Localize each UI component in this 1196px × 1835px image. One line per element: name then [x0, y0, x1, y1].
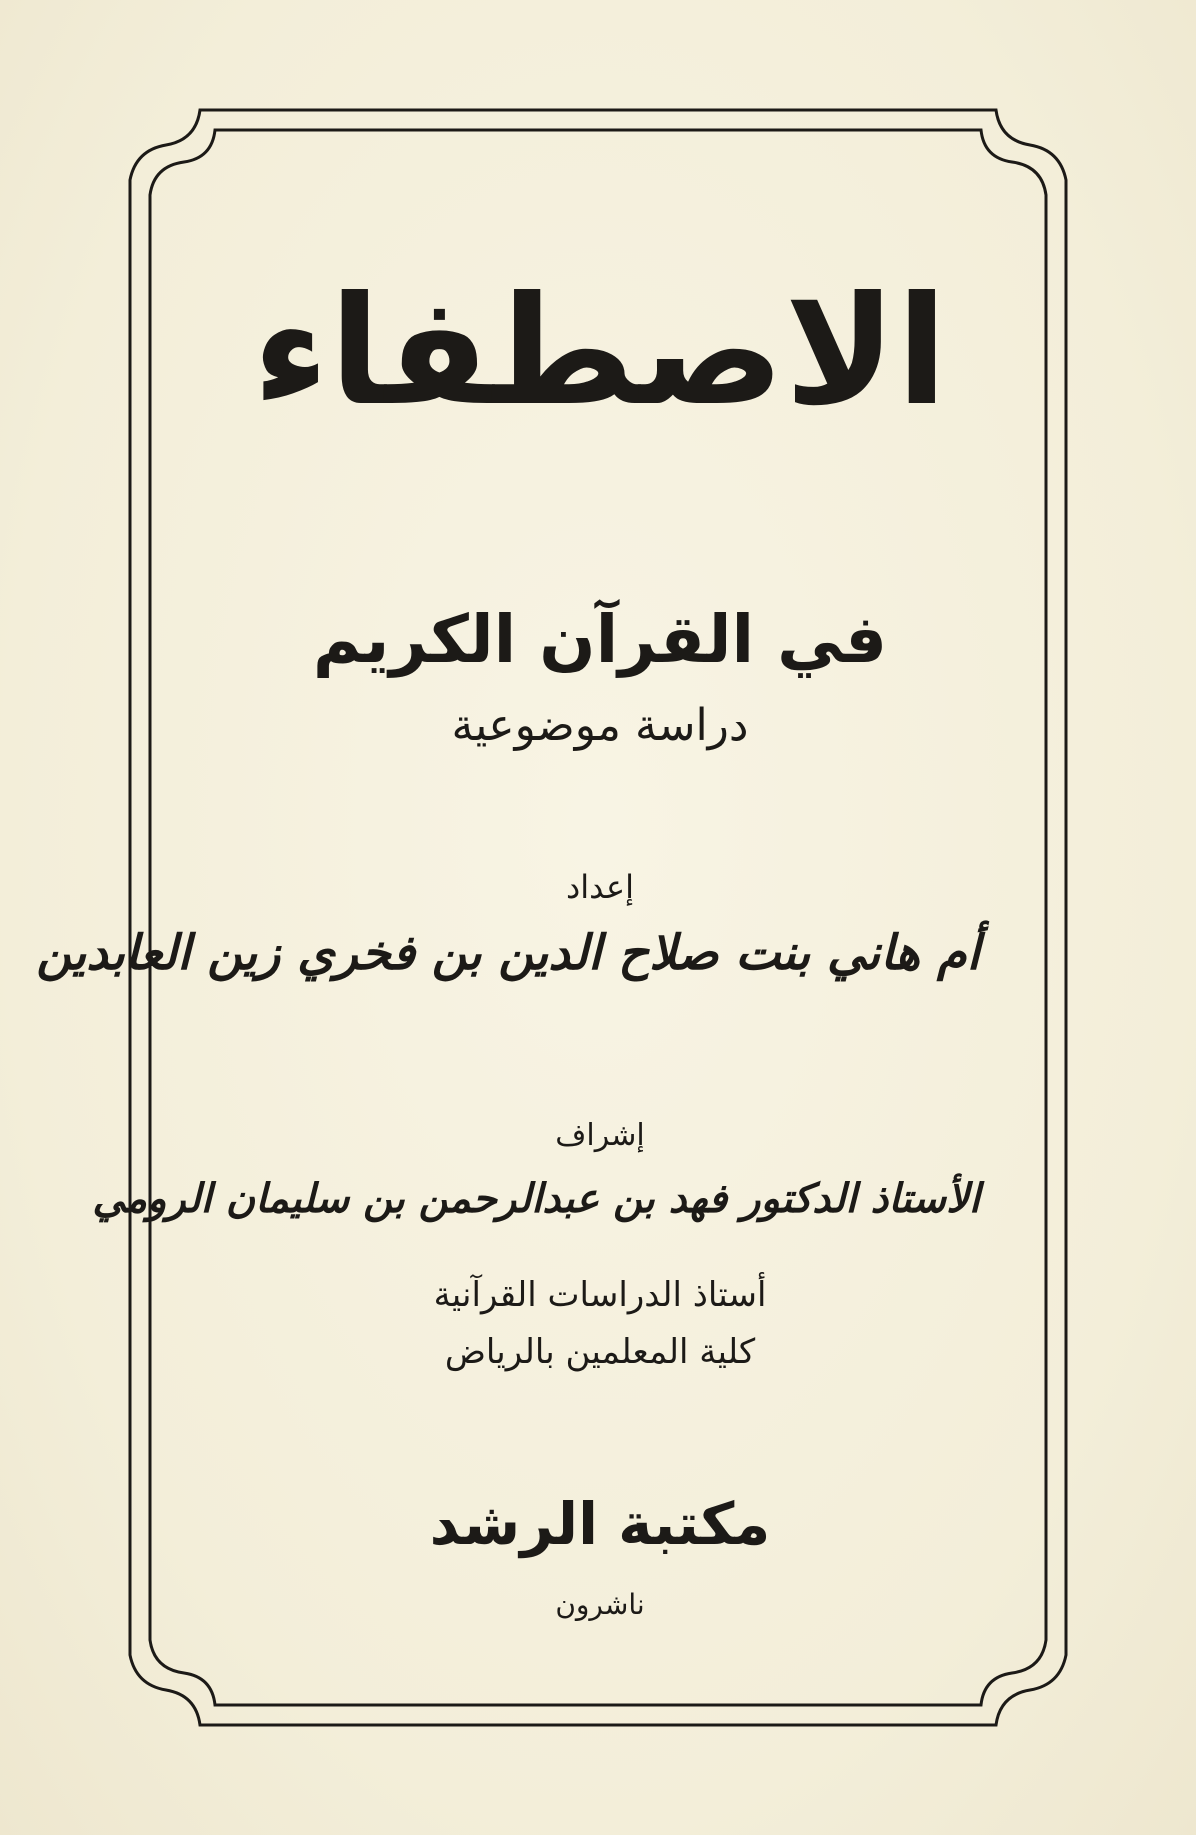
- study-type: دراسة موضوعية: [451, 700, 749, 751]
- supervisor-name: الأستاذ الدكتور فهد بن عبدالرحمن بن سليمان الرومي: [92, 1176, 980, 1222]
- publisher-subtitle: ناشرون: [555, 1588, 645, 1621]
- supervisor-college: كلية المعلمين بالرياض: [444, 1332, 756, 1372]
- supervision-label: إشراف: [555, 1118, 645, 1153]
- book-subtitle: في القرآن الكريم: [312, 601, 888, 678]
- book-main-title: الاصطفاء: [252, 265, 948, 439]
- supervisor-position: أستاذ الدراسات القرآنية: [433, 1275, 767, 1315]
- prepared-by-label: إعداد: [566, 868, 634, 906]
- author-name: أم هاني بنت صلاح الدين بن فخري زين العابدين: [36, 925, 980, 981]
- title-page-content: [36, 250, 980, 1670]
- publisher-name: مكتبة الرشد: [429, 1490, 771, 1558]
